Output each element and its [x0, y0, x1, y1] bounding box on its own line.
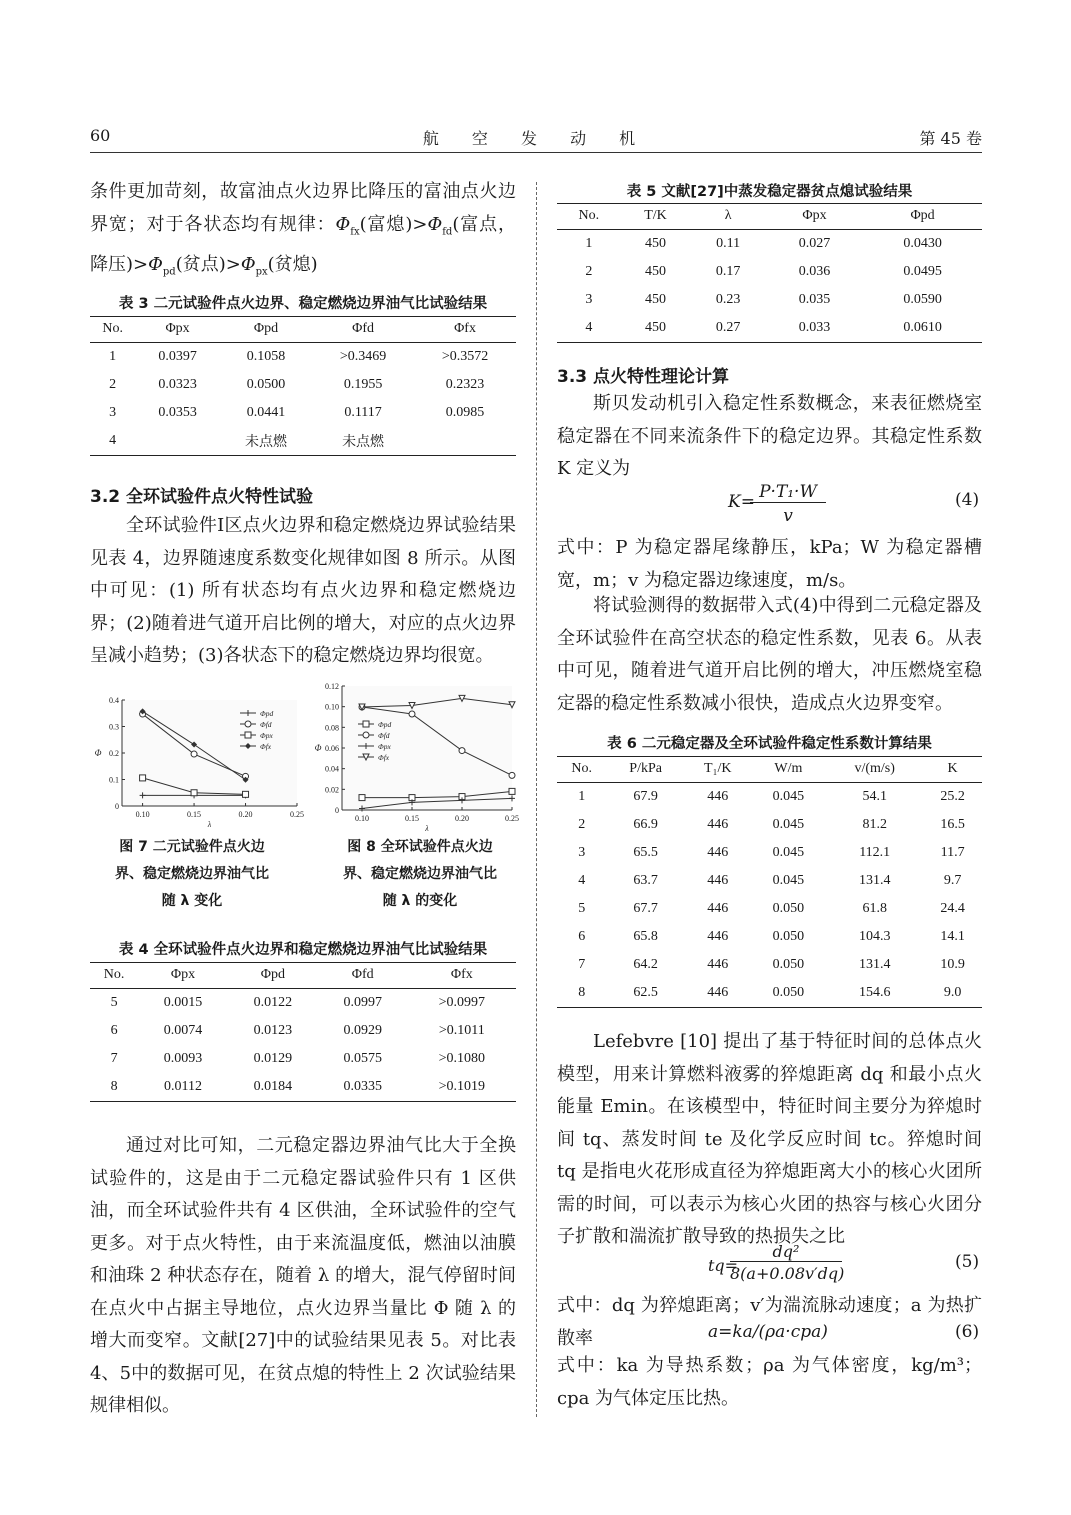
page-number: 60	[90, 126, 111, 145]
table-cell: 0.0397	[158, 349, 197, 364]
table-header-cell: Φfx	[408, 963, 516, 989]
table-cell: 0.2323	[445, 377, 485, 392]
column-divider	[536, 182, 537, 1417]
table-cell: 0.0112	[138, 1073, 228, 1102]
table-header-cell: Φpd	[228, 963, 318, 989]
data-point	[359, 795, 365, 801]
table-cell: 65.5	[633, 845, 658, 860]
table-row	[90, 1045, 516, 1073]
table-cell: 0.0093	[163, 1051, 203, 1066]
table-row	[90, 1073, 516, 1102]
table-cell: 450	[644, 264, 666, 279]
table-cell: 112.1	[859, 845, 891, 860]
table-cell: >0.1011	[438, 1023, 485, 1038]
table-row	[90, 989, 516, 1018]
journal-title: 航 空 发 动 机	[422, 129, 650, 148]
table-row	[90, 343, 516, 372]
table-cell: 5	[110, 995, 118, 1010]
table-cell: 0.0997	[343, 995, 382, 1010]
plot-area	[342, 686, 512, 810]
y-tick-label: 0.04	[325, 764, 339, 774]
table-cell: 25.2	[940, 789, 965, 804]
table-cell: 446	[707, 901, 729, 916]
table-row	[557, 811, 982, 839]
x-axis-label: λ	[425, 824, 429, 833]
table-cell: 104.3	[858, 929, 891, 944]
left-para-1: 条件更加苛刻，故富油点火边界比降压的富油点火边界宽；对于各状态均有规律：$\Phi_{fx}$(富熄)$>\Phi_{fd}$(富点，降压)$>\Phi_{pd}$(贫点)$>\Phi_{px}$(贫熄)	[90, 181, 516, 278]
table-cell: 0.036	[798, 264, 831, 279]
table-cell: 54.1	[862, 789, 887, 804]
legend-label: Φpd	[260, 709, 274, 718]
data-point	[509, 772, 515, 778]
table-header-cell: W/m	[751, 757, 827, 783]
table-header-cell: Φpx	[135, 317, 220, 343]
y-tick-label: 0	[115, 802, 119, 811]
x-tick-label: 0.20	[455, 814, 469, 823]
table-header-cell: Φpd	[220, 317, 312, 343]
y-tick-label: 0.1	[109, 775, 119, 785]
x-tick-label: 0.15	[187, 810, 202, 819]
table-cell: 0.045	[772, 873, 805, 888]
table-cell: >0.1019	[408, 1073, 516, 1102]
table-cell: 0.033	[766, 314, 863, 343]
right-para-2: 式中：P 为稳定器尾缘静压，kPa；W 为稳定器槽宽，m；v 为稳定器边缘速度，m/s。	[557, 537, 982, 591]
volume-label: 第 45 卷	[919, 129, 982, 148]
table-cell: 0.050	[751, 979, 827, 1008]
table-cell: 446	[707, 929, 729, 944]
left-para-2: 全环试验件Ⅰ区点火边界和稳定燃烧边界试验结果见表 4，边界随速度系数变化规律如图 8 所示。从图中可见：(1) 所有状态均有点火边界和稳定燃烧边界；(2)随着进气道开启比例的增大，对应的点火边界呈减小趋势；(3)各状态下的稳定燃烧边界均很宽。	[90, 515, 516, 666]
table-row	[90, 427, 516, 456]
table-row	[557, 314, 982, 343]
legend-label: Φfx	[378, 753, 390, 762]
section-3-2-heading: 3.2 全环试验件点火特性试验	[90, 487, 314, 507]
data-point	[245, 732, 251, 738]
legend-label: Φpx	[260, 731, 273, 740]
table-cell: 0.045	[772, 789, 805, 804]
x-tick-label: 0.25	[290, 810, 304, 819]
table-cell: 0.1058	[246, 349, 286, 364]
right-para-3: 将试验测得的数据带入式(4)中得到二元稳定器及全环试验件在高空状态的稳定性系数，见表 6。从表中可见，随着进气道开启比例的增大，冲压燃烧室稳定器的稳定性系数减小很快，造成点火边界变窄。	[557, 595, 982, 714]
table-cell: 154.6	[826, 979, 923, 1008]
data-point	[140, 775, 146, 781]
table-cell: 64.2	[633, 957, 658, 972]
table-row	[557, 923, 982, 951]
table-cell: 0.0575	[343, 1051, 382, 1066]
legend-label: Φpx	[378, 742, 391, 751]
table-header-cell: Φfx	[414, 317, 516, 343]
table-cell: 0.0353	[158, 405, 197, 420]
table-cell: 0.0985	[445, 405, 485, 420]
table-header-cell: Φpx	[138, 963, 228, 989]
table-header-cell: Φpd	[863, 204, 982, 230]
table-cell: 8	[557, 979, 606, 1008]
table-cell: 未点燃	[312, 427, 414, 456]
table-cell: 0.050	[772, 929, 805, 944]
table-header-cell: P/kPa	[606, 757, 684, 783]
table-cell: 0.0323	[158, 377, 197, 392]
table-cell: 8	[90, 1073, 138, 1102]
data-point	[191, 751, 197, 757]
figure-8-chart	[302, 680, 519, 833]
table-header-cell: No.	[90, 963, 138, 989]
header-rule	[90, 152, 982, 153]
y-tick-label: 0.3	[109, 722, 119, 732]
table-cell: 0.11	[716, 236, 741, 251]
table3	[90, 316, 516, 456]
table-cell: 0.0129	[253, 1051, 293, 1066]
table-cell: 67.9	[633, 789, 658, 804]
table-header-cell: T/K	[621, 204, 691, 230]
data-point	[363, 721, 369, 727]
table-cell: 3	[578, 845, 586, 860]
table6	[557, 756, 982, 1008]
right-para-4: Lefebvre [10] 提出了基于特征时间的总体点火模型，用来计算燃料液雾的猝熄距离 dq 和最小点火能量 Emin。在该模型中，特征时间主要分为猝熄时间 tq、蒸发时间 te 及化学反应时间 tc。猝熄时间 tq 是指电火花形成直径为猝熄距离大小的核心火团所需的时间，可以表示为核心火团的热容与核心火团分子扩散和湍流扩散导致的热损失之比	[557, 1031, 982, 1247]
table-header-cell: K	[923, 757, 982, 783]
table-cell: 0.17	[715, 264, 741, 279]
table-cell: 2	[578, 817, 586, 832]
table-cell: 5	[578, 901, 586, 916]
table-cell: 14.1	[940, 929, 965, 944]
table-cell: 2	[109, 377, 117, 392]
table-cell: 446	[707, 845, 729, 860]
x-tick-label: 0.15	[405, 814, 419, 823]
table-cell: 未点燃	[220, 427, 312, 456]
table6-caption: 表 6 二元稳定器及全环试验件稳定性系数计算结果	[607, 736, 932, 752]
table-cell: 0.0430	[903, 236, 942, 251]
y-axis-label: Φ	[314, 743, 322, 753]
table-cell: 16.5	[940, 817, 965, 832]
table5-caption: 表 5 文献[27]中蒸发稳定器贫点熄试验结果	[626, 184, 913, 200]
table-row	[557, 839, 982, 867]
table-cell: 62.5	[606, 979, 684, 1008]
table-cell: 9.7	[943, 873, 962, 888]
table-header-cell: Φpx	[766, 204, 863, 230]
equation-6: a=ka/(ρa·cpa)	[708, 1322, 828, 1342]
table-cell: 11.7	[940, 845, 965, 860]
y-tick-label: 0.12	[325, 682, 339, 691]
table-row	[90, 1017, 516, 1045]
x-tick-label: 0.10	[355, 814, 369, 823]
table-cell: 1	[578, 789, 586, 804]
table-cell: 4	[90, 427, 135, 456]
equation-5-number: (5)	[955, 1252, 980, 1272]
right-para-1: 斯贝发动机引入稳定性系数概念，来表征燃烧室稳定器在不同来流条件下的稳定边界。其稳定性系数 K 定义为	[557, 393, 982, 479]
table-header-cell: λ	[690, 204, 766, 230]
table-header-cell: No.	[557, 204, 621, 230]
table-row	[557, 979, 982, 1008]
table-cell: 3	[109, 405, 117, 420]
table-cell: 0.045	[772, 845, 805, 860]
table-cell: 7	[578, 957, 586, 972]
table-cell: >0.1080	[438, 1051, 486, 1066]
data-point	[409, 711, 415, 717]
legend-label: Φfd	[260, 720, 272, 729]
equation-4-number: (4)	[955, 490, 980, 510]
table-cell: 0.0495	[903, 264, 942, 279]
x-tick-label: 0.10	[135, 810, 150, 819]
table-cell: 450	[621, 314, 691, 343]
table-cell: 0.035	[798, 292, 831, 307]
table-header-cell: T₁/K	[685, 757, 751, 783]
data-point	[243, 791, 249, 797]
table-cell: 446	[685, 979, 751, 1008]
table-cell: 0.045	[772, 817, 805, 832]
table-cell: >0.3572	[441, 349, 489, 364]
x-tick-label: 0.20	[238, 810, 253, 819]
table-cell: 131.4	[858, 873, 891, 888]
table3-caption: 表 3 二元试验件点火边界、稳定燃烧边界油气比试验结果	[118, 296, 488, 312]
table-cell: 446	[707, 873, 729, 888]
table-cell: 0.050	[772, 901, 805, 916]
right-para-5: 式中：dq 为猝熄距离；v′为湍流脉动速度；a 为热扩散率	[557, 1295, 982, 1349]
table-cell	[135, 427, 220, 456]
table-cell: 0.0500	[246, 377, 286, 392]
table-cell: 3	[585, 292, 593, 307]
table-row	[557, 258, 982, 286]
table-cell: 446	[707, 957, 729, 972]
table-row	[557, 230, 982, 259]
table-cell: 450	[644, 292, 666, 307]
data-point	[363, 732, 369, 738]
table-cell: 446	[707, 817, 729, 832]
table-cell: 4	[578, 873, 586, 888]
table-cell: 0.0590	[903, 292, 942, 307]
table-cell: 63.7	[633, 873, 658, 888]
table-cell: 9.0	[923, 979, 982, 1008]
table-cell: 0.23	[715, 292, 741, 307]
table5	[557, 203, 982, 343]
y-tick-label: 0.06	[325, 744, 339, 753]
y-tick-label: 0.02	[325, 785, 339, 795]
x-axis-label: λ	[207, 820, 212, 829]
table-cell: 0.027	[798, 236, 831, 251]
figure-7-caption: 图 7 二元试验件点火边 界、稳定燃烧边界油气比 随 λ 变化	[115, 839, 269, 909]
table-cell: 0.050	[772, 957, 805, 972]
table-cell: 0.0441	[246, 405, 286, 420]
table-cell: 65.8	[633, 929, 658, 944]
table-row	[90, 399, 516, 427]
table-cell: 0.1955	[343, 377, 383, 392]
table-cell: >0.3469	[339, 349, 387, 364]
table-cell: 6	[110, 1023, 118, 1038]
table-cell	[414, 427, 516, 456]
table-cell: 61.8	[862, 901, 887, 916]
table-cell: >0.0997	[438, 995, 486, 1010]
table-header-cell: v/(m/s)	[826, 757, 923, 783]
y-tick-label: 0.08	[325, 723, 339, 733]
y-tick-label: 0.2	[109, 749, 119, 758]
table-header-cell: Φfd	[318, 963, 408, 989]
table-cell: 450	[644, 236, 666, 251]
legend-label: Φfx	[260, 742, 272, 751]
table-header-cell: No.	[90, 317, 135, 343]
data-point	[245, 721, 251, 727]
table-cell: 6	[578, 929, 586, 944]
figure-7-chart	[92, 680, 304, 829]
table-cell: 0.0074	[163, 1023, 203, 1038]
legend-label: Φfd	[378, 731, 390, 740]
left-para-3: 通过对比可知，二元稳定器边界油气比大于全换试验件的，这是由于二元稳定器试验件只有 1 区供油，而全环试验件共有 4 区供油，全环试验件的空气更多。对于点火特性，由于来流温度低，燃油以油膜和油珠 2 种状态存在，随着 λ 的增大，混气停留时间在点火中占据主导地位，点火边界当量比 Φ 随 λ 的增大而变窄。文献[27]中的试验结果见表 5。对比表 4、5中的数据可见，在贫点熄的特性上 2 次试验结果规律相似。	[90, 1135, 516, 1416]
table4-caption: 表 4 全环试验件点火边界和稳定燃烧边界油气比试验结果	[118, 942, 488, 958]
table-cell: 4	[557, 314, 621, 343]
table-cell: 446	[707, 789, 729, 804]
table-cell: 67.7	[633, 901, 658, 916]
data-point	[459, 748, 465, 754]
table-cell: 2	[585, 264, 593, 279]
table-cell: 131.4	[858, 957, 891, 972]
x-tick-label: 0.25	[505, 814, 519, 823]
y-tick-label: 0	[335, 806, 339, 815]
table-cell: 1	[109, 349, 117, 364]
table-row	[557, 286, 982, 314]
table-cell: 7	[110, 1051, 118, 1066]
table-row	[557, 867, 982, 895]
table-cell: 0.0610	[863, 314, 982, 343]
page-header	[90, 126, 982, 150]
table-row	[557, 951, 982, 979]
table-header-cell: Φfd	[312, 317, 414, 343]
table4	[90, 962, 516, 1102]
table-cell: 0.0123	[253, 1023, 293, 1038]
table-cell: 0.0929	[343, 1023, 382, 1038]
right-para-6: 式中：ka 为导热系数；ρa 为气体密度，kg/m³；cpa 为气体定压比热。	[557, 1355, 982, 1409]
data-point	[509, 788, 515, 794]
table-cell: 81.2	[862, 817, 887, 832]
y-axis-label: Φ	[94, 748, 102, 758]
table-header-cell: No.	[557, 757, 606, 783]
table-row	[90, 371, 516, 399]
table-cell: 66.9	[633, 817, 658, 832]
table-cell: 0.27	[690, 314, 766, 343]
table-row	[557, 783, 982, 812]
table-cell: 0.0335	[318, 1073, 408, 1102]
table-cell: 1	[585, 236, 593, 251]
equation-6-number: (6)	[955, 1322, 980, 1342]
table-row	[557, 895, 982, 923]
section-3-3-heading: 3.3 点火特性理论计算	[557, 367, 730, 387]
legend-label: Φpd	[378, 720, 392, 729]
table-cell: 10.9	[940, 957, 965, 972]
table-cell: 0.0015	[163, 995, 203, 1010]
y-tick-label: 0.4	[109, 696, 119, 705]
y-tick-label: 0.10	[325, 702, 339, 712]
table-cell: 0.0184	[228, 1073, 318, 1102]
table-cell: 0.1117	[344, 405, 382, 420]
figure-8-caption: 图 8 全环试验件点火边 界、稳定燃烧边界油气比 随 λ 的变化	[343, 839, 497, 909]
data-point	[191, 790, 197, 796]
table-cell: 24.4	[940, 901, 965, 916]
table-cell: 0.0122	[253, 995, 293, 1010]
